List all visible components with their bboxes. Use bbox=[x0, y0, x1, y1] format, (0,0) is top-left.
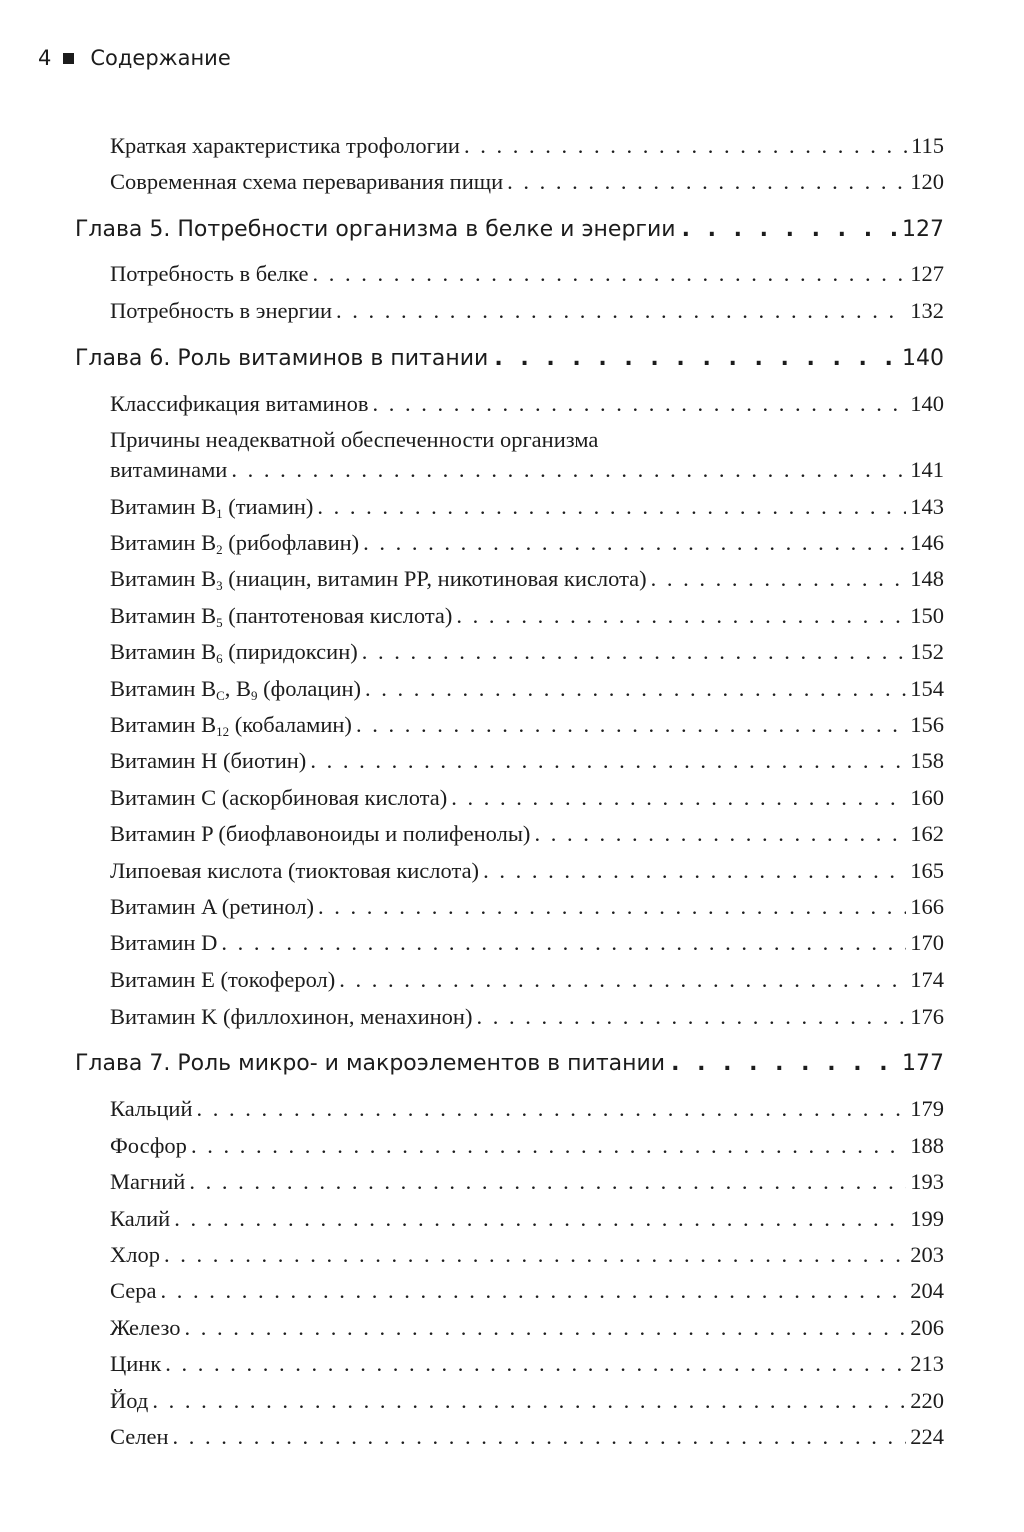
toc-entry-title: Йод bbox=[110, 1388, 149, 1413]
toc-entry-title: Витамин C (аскорбиновая кислота) bbox=[110, 785, 448, 810]
toc-entry[interactable] bbox=[110, 600, 944, 632]
toc-entry-title: Современная схема переваривания пищи bbox=[110, 169, 504, 194]
toc-entry-page: 193 bbox=[910, 1169, 944, 1194]
toc-entry[interactable] bbox=[110, 258, 944, 290]
toc-entry-title: Витамин E (токоферол) bbox=[110, 967, 336, 992]
toc-entry[interactable] bbox=[110, 454, 944, 486]
toc-chapter-title: Глава 5. Потребности организма в белке и энергии bbox=[75, 217, 676, 242]
toc-entry-title: Витамин $B_C$, $B_9$ (фолацин) bbox=[110, 676, 362, 703]
toc-chapter[interactable] bbox=[75, 341, 944, 377]
leader-dots bbox=[336, 295, 906, 327]
toc-entry[interactable] bbox=[110, 1203, 944, 1235]
toc-entry-page: 206 bbox=[910, 1315, 944, 1340]
toc-entry-title: Хлор bbox=[110, 1242, 160, 1267]
toc-entry-page: 188 bbox=[910, 1133, 944, 1158]
toc-entry-page: 132 bbox=[910, 298, 944, 323]
toc-chapter-page: 140 bbox=[902, 346, 944, 371]
toc-entry[interactable] bbox=[110, 295, 944, 327]
leader-dots bbox=[231, 454, 906, 486]
toc-entry-page: 165 bbox=[910, 858, 944, 883]
toc-entry-title: Кальций bbox=[110, 1096, 193, 1121]
toc-entry[interactable] bbox=[110, 1130, 944, 1162]
toc-entry-page: 174 bbox=[910, 967, 944, 992]
toc-entry-page: 148 bbox=[910, 566, 944, 591]
leader-dots bbox=[507, 166, 906, 198]
toc-entry-page: 146 bbox=[910, 530, 944, 555]
leader-dots bbox=[313, 258, 907, 290]
toc-entry[interactable] bbox=[110, 673, 944, 705]
leader-dots bbox=[451, 782, 906, 814]
toc-entry[interactable] bbox=[110, 1312, 944, 1344]
leader-dots bbox=[310, 745, 906, 777]
toc-entry[interactable] bbox=[110, 527, 944, 559]
leader-dots bbox=[318, 891, 906, 923]
toc-chapter-title: Глава 6. Роль витаминов в питании bbox=[75, 346, 489, 371]
toc-entry-title: Потребность в белке bbox=[110, 261, 309, 286]
toc-entry[interactable] bbox=[110, 166, 944, 198]
toc-entry-page: 115 bbox=[911, 133, 944, 158]
leader-dots bbox=[372, 388, 906, 420]
leader-dots bbox=[317, 491, 906, 523]
toc-entry[interactable] bbox=[110, 1239, 944, 1271]
toc-entry-title: Потребность в энергии bbox=[110, 298, 333, 323]
toc-entry-page: 179 bbox=[910, 1096, 944, 1121]
leader-dots bbox=[164, 1239, 906, 1271]
toc-entry-page: 141 bbox=[910, 457, 944, 482]
toc-entry[interactable] bbox=[110, 491, 944, 523]
toc-entry-page: 158 bbox=[910, 748, 944, 773]
leader-dots bbox=[365, 673, 906, 705]
leader-dots bbox=[363, 527, 906, 559]
toc-entry[interactable] bbox=[110, 782, 944, 814]
toc-entry-title: Витамин $B_6$ (пиридоксин) bbox=[110, 639, 358, 666]
toc-entry[interactable] bbox=[110, 1166, 944, 1198]
toc-entry-title: Классификация витаминов bbox=[110, 391, 369, 416]
toc-entry[interactable] bbox=[110, 636, 944, 668]
toc-chapter-page: 127 bbox=[902, 217, 944, 242]
toc-chapter-page: 177 bbox=[902, 1051, 944, 1076]
toc-entry-title: Селен bbox=[110, 1424, 169, 1449]
toc-chapter[interactable] bbox=[75, 212, 944, 248]
toc-entry-page: 224 bbox=[910, 1424, 944, 1449]
toc-entry-page: 176 bbox=[910, 1004, 944, 1029]
toc-entry[interactable] bbox=[110, 1275, 944, 1307]
toc-entry-page: 170 bbox=[910, 930, 944, 955]
square-bullet-icon bbox=[63, 53, 74, 64]
toc-entry-page: 213 bbox=[910, 1351, 944, 1376]
toc-entry-title: Краткая характеристика трофологии bbox=[110, 133, 460, 158]
leader-dots bbox=[362, 636, 907, 668]
leader-dots bbox=[671, 1046, 896, 1082]
toc-entry-page: 204 bbox=[910, 1278, 944, 1303]
leader-dots bbox=[651, 563, 907, 595]
toc-entry-title: Витамин $B_2$ (рибофлавин) bbox=[110, 530, 360, 557]
toc-entry-page: 220 bbox=[910, 1388, 944, 1413]
toc-entry-title: Фосфор bbox=[110, 1133, 187, 1158]
toc-entry[interactable] bbox=[110, 818, 944, 850]
toc-entry-title-line1: Причины неадекватной обеспеченности организма bbox=[110, 427, 599, 452]
toc-entry-title: Витамин $B_3$ (ниацин, витамин PP, никотиновая кислота) bbox=[110, 566, 647, 593]
toc-entry-title: витаминами bbox=[110, 457, 228, 482]
toc-entry-title: Витамин K (филлохинон, менахинон) bbox=[110, 1004, 473, 1029]
toc-entry-title: Витамин H (биотин) bbox=[110, 748, 307, 773]
toc-entry-page: 154 bbox=[910, 676, 944, 701]
leader-dots bbox=[464, 130, 907, 162]
toc-entry[interactable] bbox=[110, 1093, 944, 1125]
toc-chapter-title: Глава 7. Роль микро- и макроэлементов в питании bbox=[75, 1051, 666, 1076]
leader-dots bbox=[185, 1312, 907, 1344]
page-number: 4 bbox=[38, 46, 52, 70]
toc-entry[interactable] bbox=[110, 855, 944, 887]
leader-dots bbox=[173, 1421, 907, 1453]
leader-dots bbox=[494, 341, 896, 377]
running-head bbox=[38, 46, 231, 70]
toc-entry-title: Железо bbox=[110, 1315, 181, 1340]
toc-entry-title: Магний bbox=[110, 1169, 186, 1194]
toc-entry-page: 152 bbox=[910, 639, 944, 664]
toc-entry-title: Цинк bbox=[110, 1351, 162, 1376]
leader-dots bbox=[189, 1166, 906, 1198]
leader-dots bbox=[161, 1275, 907, 1307]
toc-entry-page: 156 bbox=[910, 712, 944, 737]
leader-dots bbox=[152, 1385, 906, 1417]
toc-entry[interactable] bbox=[110, 964, 944, 996]
toc-entry-page: 150 bbox=[910, 603, 944, 628]
toc-entry[interactable] bbox=[110, 1421, 944, 1453]
toc-entry[interactable] bbox=[110, 1385, 944, 1417]
toc-entry-title: Сера bbox=[110, 1278, 157, 1303]
toc-chapter[interactable] bbox=[75, 1046, 944, 1082]
leader-dots bbox=[534, 818, 906, 850]
leader-dots bbox=[456, 600, 906, 632]
leader-dots bbox=[682, 212, 896, 248]
toc-entry[interactable] bbox=[110, 1348, 944, 1380]
toc-entry-title: Калий bbox=[110, 1206, 171, 1231]
toc-entry-page: 160 bbox=[910, 785, 944, 810]
leader-dots bbox=[476, 1001, 906, 1033]
toc-entry-title: Витамин $B_1$ (тиамин) bbox=[110, 494, 314, 521]
toc-entry-page: 143 bbox=[910, 494, 944, 519]
leader-dots bbox=[339, 964, 906, 996]
toc-entry[interactable] bbox=[110, 927, 944, 959]
toc-entry-page: 166 bbox=[910, 894, 944, 919]
leader-dots bbox=[221, 927, 906, 959]
leader-dots bbox=[483, 855, 906, 887]
toc-entry[interactable] bbox=[110, 745, 944, 777]
toc-entry[interactable] bbox=[110, 709, 944, 741]
toc-entry-title: Витамин A (ретинол) bbox=[110, 894, 315, 919]
toc-entry[interactable] bbox=[110, 388, 944, 420]
running-head-title: Содержание bbox=[90, 46, 231, 70]
toc-entry[interactable] bbox=[110, 1001, 944, 1033]
toc-entry-title: Витамин D bbox=[110, 930, 218, 955]
toc-entry[interactable] bbox=[110, 130, 944, 162]
leader-dots bbox=[165, 1348, 906, 1380]
toc-entry-page: 127 bbox=[910, 261, 944, 286]
toc-entry-title: Витамин $B_5$ (пантотеновая кислота) bbox=[110, 603, 453, 630]
leader-dots bbox=[191, 1130, 906, 1162]
leader-dots bbox=[356, 709, 906, 741]
toc-entry-title: Липоевая кислота (тиоктовая кислота) bbox=[110, 858, 480, 883]
toc-entry-page: 203 bbox=[910, 1242, 944, 1267]
leader-dots bbox=[174, 1203, 906, 1235]
toc-entry-page: 199 bbox=[910, 1206, 944, 1231]
toc-entry-title: Витамин $B_{12}$ (кобаламин) bbox=[110, 712, 352, 739]
leader-dots bbox=[197, 1093, 907, 1125]
toc-entry[interactable] bbox=[110, 563, 944, 595]
toc-entry-page: 162 bbox=[910, 821, 944, 846]
toc-entry-title: Витамин P (биофлавоноиды и полифенолы) bbox=[110, 821, 531, 846]
toc-entry-page: 120 bbox=[910, 169, 944, 194]
toc-entry[interactable] bbox=[110, 891, 944, 923]
toc-entry-page: 140 bbox=[910, 391, 944, 416]
